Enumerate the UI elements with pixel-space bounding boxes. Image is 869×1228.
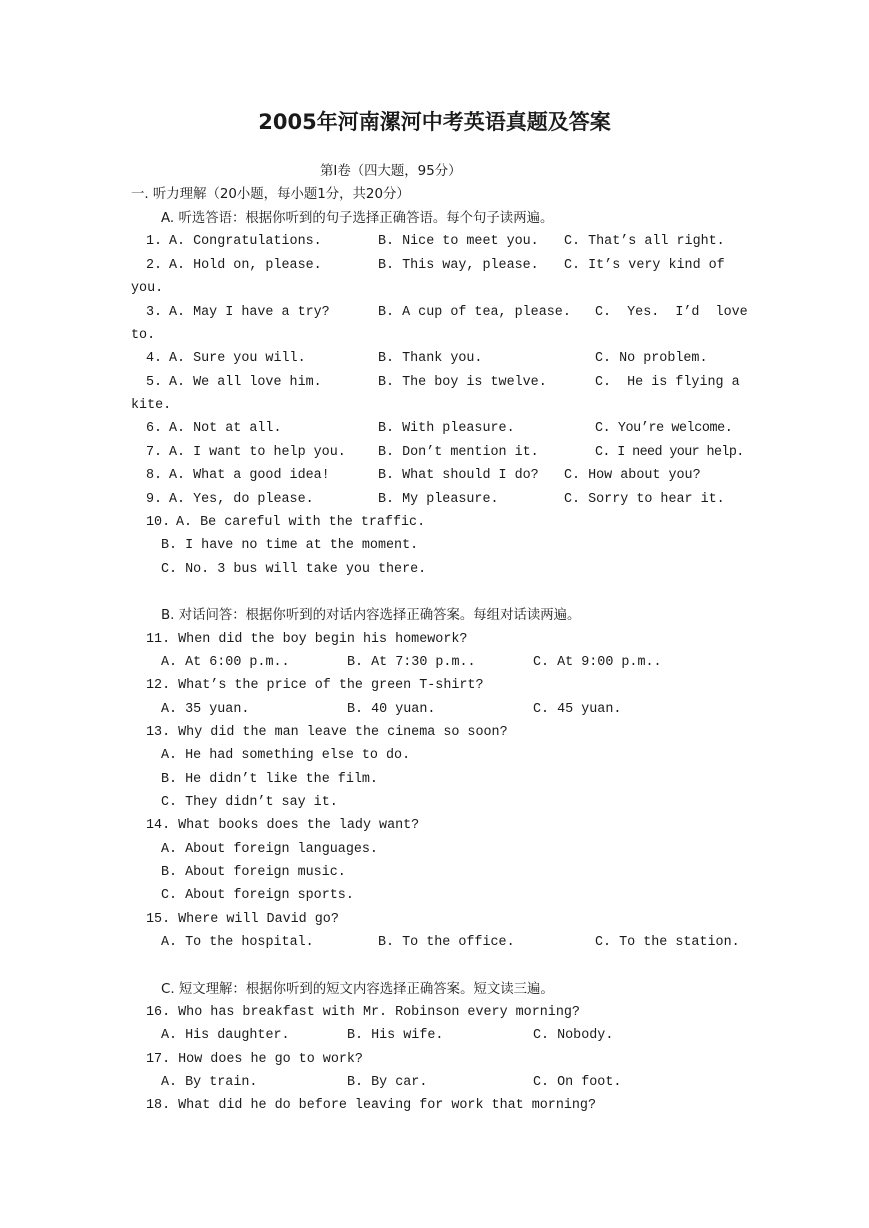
option-b: B. Don’t mention it. [378, 445, 539, 460]
option-c: C. Nobody. [533, 1028, 614, 1043]
option-b: B. My pleasure. [378, 492, 499, 507]
option-c: C. He is flying a [595, 375, 740, 390]
option-a: A. Be careful with the traffic. [176, 515, 426, 530]
option-b: B. 40 yuan. [347, 702, 436, 717]
option-c: C. Yes. I’d love [595, 305, 748, 320]
option-a: A. His daughter. [161, 1028, 290, 1043]
option-b: B. Nice to meet you. [378, 234, 539, 249]
option-a: A. To the hospital. [161, 935, 314, 950]
part-b-heading: B. 对话问答：根据你听到的对话内容选择正确答案。每组对话读两遍。 [161, 608, 581, 623]
option-b: B. What should I do? [378, 468, 539, 483]
option-b: B. His wife. [347, 1028, 444, 1043]
option-a: A. Hold on, please. [169, 258, 322, 273]
option-a: A. What a good idea! [169, 468, 330, 483]
option-b: B. This way, please. [378, 258, 539, 273]
section-listening-heading: 一. 听力理解（20小题，每小题1分，共20分） [131, 187, 410, 202]
question-number: 4. [146, 351, 163, 366]
question-number: 3. [146, 305, 163, 320]
part-a-heading: A. 听选答语：根据你听到的句子选择正确答语。每个句子读两遍。 [161, 211, 554, 226]
option-a: A. May I have a try? [169, 305, 330, 320]
option-b: B. Thank you. [378, 351, 483, 366]
option-a: A. At 6:00 p.m.. [161, 655, 290, 670]
option-c: C. On foot. [533, 1075, 622, 1090]
option-c: C. It’s very kind of [564, 258, 725, 273]
volume-heading: 第Ⅰ卷（四大题，95分） [320, 164, 462, 179]
option-b: B. He didn’t like the film. [161, 772, 378, 787]
option-c: C. That’s all right. [564, 234, 725, 249]
option-a: A. Not at all. [169, 421, 282, 436]
option-c: C. How about you? [564, 468, 701, 483]
option-c: C. About foreign sports. [161, 888, 354, 903]
option-c: C. Sorry to hear it. [564, 492, 725, 507]
document-title: 2005年河南漯河中考英语真题及答案 [258, 110, 611, 134]
question-stem: 15. Where will David go? [146, 912, 339, 927]
option-b: B. At 7:30 p.m.. [347, 655, 476, 670]
option-c: C. I need your help. [595, 445, 744, 460]
question-number: 8. [146, 468, 163, 483]
option-c: C. They didn’t say it. [161, 795, 338, 810]
option-continuation: kite. [131, 398, 172, 413]
option-c: C. No problem. [595, 351, 708, 366]
option-c: C. You’re welcome. [595, 421, 733, 436]
option-b: B. With pleasure. [378, 421, 515, 436]
question-number: 1. [146, 234, 163, 249]
question-stem: 18. What did he do before leaving for work that morning? [146, 1098, 596, 1113]
option-c: C. No. 3 bus will take you there. [161, 562, 427, 577]
part-c-heading: C. 短文理解：根据你听到的短文内容选择正确答案。短文读三遍。 [161, 982, 554, 997]
option-b: B. By car. [347, 1075, 428, 1090]
question-number: 5. [146, 375, 163, 390]
option-a: A. Yes, do please. [169, 492, 314, 507]
question-stem: 12. What’s the price of the green T-shirt? [146, 678, 484, 693]
option-continuation: to. [131, 328, 156, 343]
question-stem: 14. What books does the lady want? [146, 818, 420, 833]
option-continuation: you. [131, 281, 164, 296]
option-a: A. We all love him. [169, 375, 322, 390]
question-stem: 11. When did the boy begin his homework? [146, 632, 468, 647]
option-a: A. By train. [161, 1075, 258, 1090]
question-number: 2. [146, 258, 163, 273]
option-c: C. At 9:00 p.m.. [533, 655, 662, 670]
option-c: C. To the station. [595, 935, 740, 950]
option-b: B. To the office. [378, 935, 515, 950]
option-b: B. About foreign music. [161, 865, 346, 880]
question-stem: 13. Why did the man leave the cinema so soon? [146, 725, 508, 740]
question-number: 7. [146, 445, 163, 460]
question-number: 6. [146, 421, 163, 436]
option-c: C. 45 yuan. [533, 702, 622, 717]
option-a: A. 35 yuan. [161, 702, 250, 717]
option-b: B. A cup of tea, please. [378, 305, 571, 320]
option-b: B. The boy is twelve. [378, 375, 547, 390]
option-a: A. He had something else to do. [161, 748, 411, 763]
question-stem: 16. Who has breakfast with Mr. Robinson every morning? [146, 1005, 580, 1020]
option-b: B. I have no time at the moment. [161, 538, 419, 553]
question-stem: 17. How does he go to work? [146, 1052, 363, 1067]
option-a: A. Sure you will. [169, 351, 306, 366]
option-a: A. Congratulations. [169, 234, 322, 249]
question-number: 9. [146, 492, 163, 507]
option-a: A. About foreign languages. [161, 842, 378, 857]
question-number: 10. [146, 515, 171, 530]
option-a: A. I want to help you. [169, 445, 346, 460]
